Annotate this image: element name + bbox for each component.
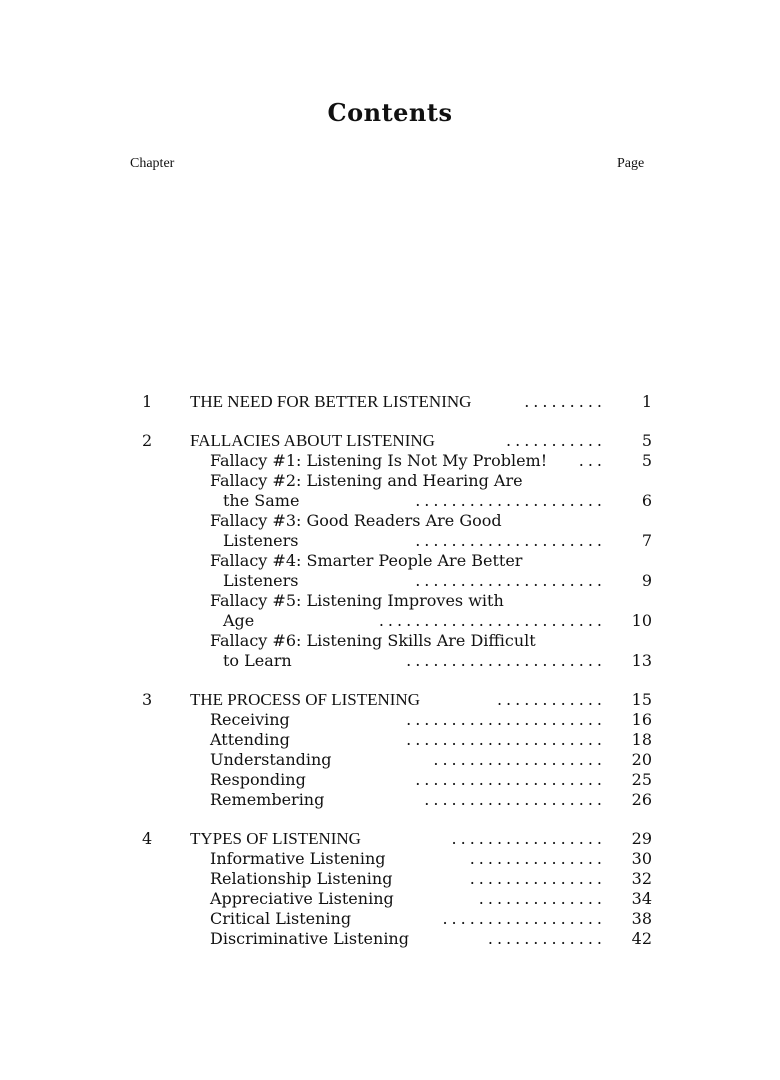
chapter-block bbox=[142, 690, 652, 810]
page-number: 6 bbox=[641, 491, 652, 510]
chapter-block bbox=[142, 431, 652, 671]
section-row bbox=[142, 790, 652, 810]
dot-leader: ...................... bbox=[406, 710, 606, 729]
dot-leader: ......................... bbox=[378, 611, 606, 630]
section-title: Remembering bbox=[210, 790, 325, 809]
section-title: Responding bbox=[210, 770, 306, 789]
dot-leader: ..................... bbox=[415, 770, 606, 789]
chapter-row bbox=[142, 392, 652, 412]
dot-leader: ..................... bbox=[415, 531, 606, 550]
page-number: 30 bbox=[631, 849, 652, 868]
chapter-title: THE PROCESS OF LISTENING bbox=[190, 690, 420, 709]
page-number: 5 bbox=[641, 451, 652, 470]
page-number: 29 bbox=[631, 829, 652, 848]
section-row bbox=[142, 710, 652, 730]
page-number: 15 bbox=[631, 690, 652, 709]
section-title: Receiving bbox=[210, 710, 290, 729]
chapter-number: 3 bbox=[142, 690, 153, 709]
dot-leader: ............... bbox=[469, 849, 606, 868]
section-title: Listeners bbox=[223, 531, 299, 550]
section-title: Critical Listening bbox=[210, 909, 352, 928]
section-row bbox=[142, 909, 652, 929]
section-row bbox=[142, 730, 652, 750]
chapter-block bbox=[142, 829, 652, 949]
section-title: Fallacy #6: Listening Skills Are Difficult bbox=[210, 631, 536, 650]
section-title: Discriminative Listening bbox=[210, 929, 409, 948]
section-row bbox=[142, 770, 652, 790]
page-number: 7 bbox=[641, 531, 652, 550]
dot-leader: ............. bbox=[487, 929, 606, 948]
dot-leader: ..................... bbox=[415, 571, 606, 590]
page-number: 26 bbox=[631, 790, 652, 809]
page-number: 16 bbox=[631, 710, 652, 729]
section-title: Fallacy #4: Smarter People Are Better bbox=[210, 551, 523, 570]
dot-leader: ................. bbox=[451, 829, 606, 848]
chapter-title: FALLACIES ABOUT LISTENING bbox=[190, 431, 435, 450]
section-row bbox=[142, 591, 652, 611]
section-row bbox=[142, 631, 652, 651]
page-number: 20 bbox=[631, 750, 652, 769]
chapter-number: 1 bbox=[142, 392, 153, 411]
section-title: Appreciative Listening bbox=[210, 889, 394, 908]
page-number: 38 bbox=[631, 909, 652, 928]
chapter-title: TYPES OF LISTENING bbox=[190, 829, 361, 848]
page-title: Contents bbox=[327, 98, 453, 127]
section-row bbox=[142, 571, 652, 591]
section-row bbox=[142, 651, 652, 671]
section-title: the Same bbox=[223, 491, 300, 510]
chapter-number: 2 bbox=[142, 431, 153, 450]
page-number: 25 bbox=[631, 770, 652, 789]
dot-leader: .................... bbox=[424, 790, 606, 809]
section-row bbox=[142, 511, 652, 531]
chapter-block bbox=[142, 392, 652, 412]
section-title: Fallacy #2: Listening and Hearing Are bbox=[210, 471, 523, 490]
dot-leader: ... bbox=[578, 451, 606, 470]
page-number: 18 bbox=[631, 730, 652, 749]
page-number: 1 bbox=[641, 392, 652, 411]
section-row bbox=[142, 531, 652, 551]
section-title: Attending bbox=[210, 730, 290, 749]
section-title: Informative Listening bbox=[210, 849, 386, 868]
page-number: 5 bbox=[641, 431, 652, 450]
chapter-number: 4 bbox=[142, 829, 153, 848]
dot-leader: ......... bbox=[524, 392, 606, 411]
section-title: Relationship Listening bbox=[210, 869, 393, 888]
page-number: 34 bbox=[631, 889, 652, 908]
section-title: Fallacy #5: Listening Improves with bbox=[210, 591, 504, 610]
dot-leader: ............ bbox=[496, 690, 606, 709]
chapter-row bbox=[142, 431, 652, 451]
page-number: 10 bbox=[631, 611, 652, 630]
chapter-title: THE NEED FOR BETTER LISTENING bbox=[190, 392, 472, 411]
dot-leader: ...................... bbox=[406, 651, 606, 670]
dot-leader: .............. bbox=[478, 889, 606, 908]
section-title: Age bbox=[223, 611, 255, 630]
section-title: Listeners bbox=[223, 571, 299, 590]
section-row bbox=[142, 551, 652, 571]
dot-leader: ................... bbox=[433, 750, 606, 769]
section-title: Fallacy #3: Good Readers Are Good bbox=[210, 511, 502, 530]
section-row bbox=[142, 849, 652, 869]
section-row bbox=[142, 471, 652, 491]
section-row bbox=[142, 491, 652, 511]
chapter-row bbox=[142, 690, 652, 710]
section-title: Fallacy #1: Listening Is Not My Problem! bbox=[210, 451, 548, 470]
page-column-header: Page bbox=[617, 156, 645, 171]
section-row bbox=[142, 611, 652, 631]
section-row bbox=[142, 929, 652, 949]
section-title: to Learn bbox=[223, 651, 292, 670]
dot-leader: ........... bbox=[506, 431, 606, 450]
dot-leader: .................. bbox=[442, 909, 606, 928]
chapter-row bbox=[142, 829, 652, 849]
section-row bbox=[142, 451, 652, 471]
dot-leader: ..................... bbox=[415, 491, 606, 510]
section-row bbox=[142, 869, 652, 889]
section-row bbox=[142, 750, 652, 770]
page-number: 42 bbox=[631, 929, 652, 948]
section-title: Understanding bbox=[210, 750, 332, 769]
section-row bbox=[142, 889, 652, 909]
chapter-column-header: Chapter bbox=[130, 156, 175, 171]
page-number: 9 bbox=[641, 571, 652, 590]
table-of-contents bbox=[142, 392, 652, 968]
dot-leader: ............... bbox=[469, 869, 606, 888]
dot-leader: ...................... bbox=[406, 730, 606, 749]
page-number: 13 bbox=[631, 651, 652, 670]
page-number: 32 bbox=[631, 869, 652, 888]
